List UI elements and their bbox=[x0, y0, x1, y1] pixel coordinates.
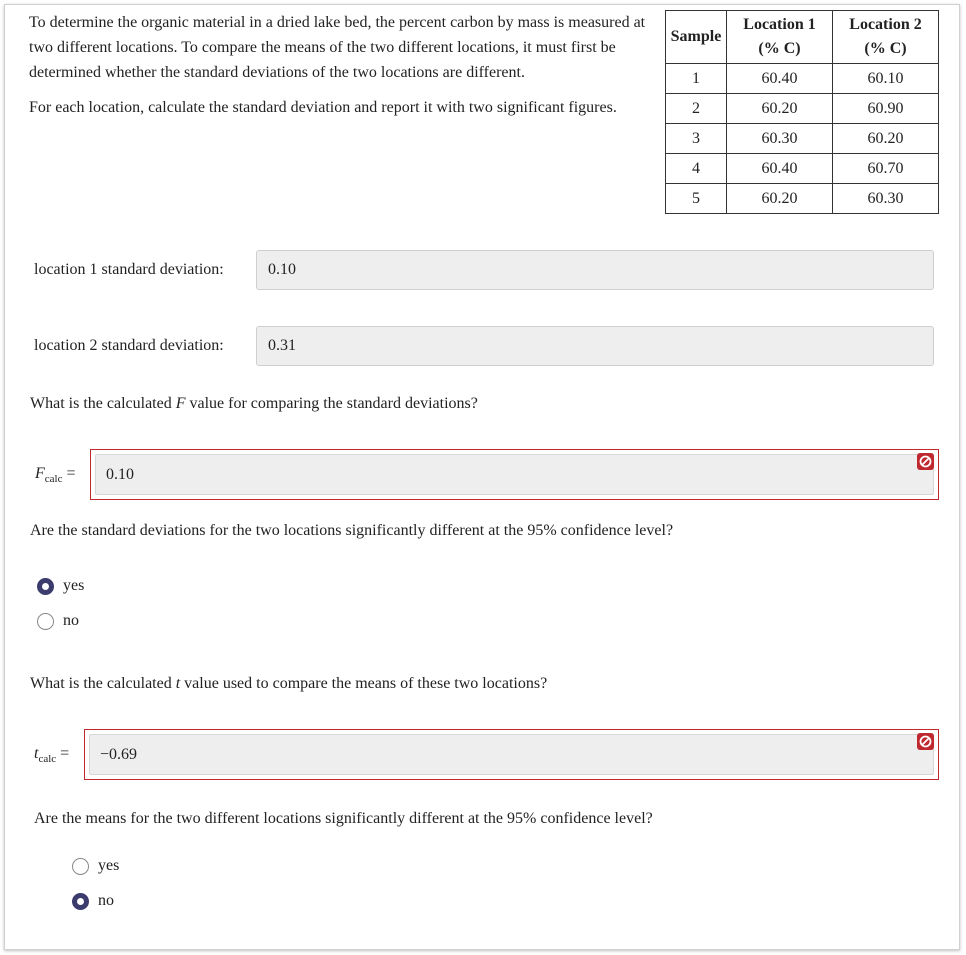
header-location-2-title: Location 2 bbox=[849, 16, 922, 33]
problem-statement bbox=[29, 10, 649, 130]
means-radio-yes-label: yes bbox=[98, 857, 120, 874]
header-location-1-title: Location 1 bbox=[743, 16, 816, 33]
f-calc-answer-box bbox=[90, 449, 939, 500]
cell-location-1: 60.20 bbox=[727, 94, 833, 124]
cell-sample: 2 bbox=[666, 94, 727, 124]
t-calc-label bbox=[34, 745, 69, 765]
t-calc-answer-box bbox=[84, 729, 939, 780]
f-calc-input[interactable] bbox=[95, 454, 934, 495]
intro-paragraph-2: For each location, calculate the standard deviation and report it with two significant figures. bbox=[29, 99, 617, 116]
means-radio-no-label: no bbox=[98, 892, 114, 909]
cell-sample: 5 bbox=[666, 184, 727, 214]
cell-location-2: 60.30 bbox=[833, 184, 939, 214]
f-value-question bbox=[30, 395, 478, 413]
location-2-sd-label: location 2 standard deviation: bbox=[34, 337, 224, 354]
cell-location-1: 60.30 bbox=[727, 124, 833, 154]
cell-location-2: 60.90 bbox=[833, 94, 939, 124]
sd-radio-yes-label: yes bbox=[63, 577, 85, 594]
means-significance-question: Are the means for the two different locations significantly different at the 95% confidence level? bbox=[34, 810, 653, 827]
location-2-sd-value: 0.31 bbox=[268, 337, 296, 354]
f-calc-label bbox=[35, 465, 76, 485]
table-row bbox=[666, 184, 939, 214]
header-location-2 bbox=[833, 11, 939, 64]
t-value-question bbox=[30, 675, 547, 693]
cell-location-1: 60.20 bbox=[727, 184, 833, 214]
f-question-suffix: value for comparing the standard deviations? bbox=[185, 395, 478, 412]
t-calc-var: t bbox=[34, 745, 39, 762]
t-calc-eq: = bbox=[56, 745, 70, 762]
t-question-var: t bbox=[175, 675, 181, 692]
sd-significance-question: Are the standard deviations for the two locations significantly different at the 95% confidence level? bbox=[30, 522, 674, 539]
table-row bbox=[666, 94, 939, 124]
cell-location-2: 60.20 bbox=[833, 124, 939, 154]
cell-sample: 3 bbox=[666, 124, 727, 154]
cell-sample: 4 bbox=[666, 154, 727, 184]
radio-selected-icon bbox=[37, 578, 54, 595]
radio-unselected-icon bbox=[72, 858, 89, 875]
f-calc-var: F bbox=[35, 465, 45, 482]
f-calc-sub: calc bbox=[44, 473, 63, 486]
cell-location-1: 60.40 bbox=[727, 154, 833, 184]
table-header-row bbox=[666, 11, 939, 64]
location-1-sd-label: location 1 standard deviation: bbox=[34, 261, 224, 278]
sd-radio-no-label: no bbox=[63, 612, 79, 629]
cell-location-2: 60.10 bbox=[833, 64, 939, 94]
location-1-sd-row bbox=[34, 250, 256, 290]
t-question-prefix: What is the calculated bbox=[30, 675, 176, 692]
radio-selected-icon bbox=[72, 893, 89, 910]
header-location-2-unit: (% C) bbox=[864, 40, 907, 57]
t-calc-value: −0.69 bbox=[100, 745, 138, 763]
cell-sample: 1 bbox=[666, 64, 727, 94]
sd-radio-yes[interactable] bbox=[37, 577, 84, 595]
location-1-sd-input[interactable] bbox=[256, 250, 934, 290]
radio-unselected-icon bbox=[37, 613, 54, 630]
header-location-1 bbox=[727, 11, 833, 64]
cell-location-2: 60.70 bbox=[833, 154, 939, 184]
t-question-suffix: value used to compare the means of these two locations? bbox=[180, 675, 548, 692]
carbon-data-table bbox=[665, 10, 939, 214]
incorrect-icon bbox=[917, 453, 934, 470]
means-radio-yes[interactable] bbox=[72, 857, 119, 875]
intro-paragraph-1: To determine the organic material in a dried lake bed, the percent carbon by mass is measured at two different locations. To compare the means of the two different locations, it must first be determined whether the standard deviations of the two locations are different. bbox=[29, 14, 646, 81]
table-row bbox=[666, 124, 939, 154]
incorrect-icon bbox=[917, 733, 934, 750]
location-2-sd-row bbox=[34, 326, 256, 366]
t-calc-sub: calc bbox=[38, 753, 57, 766]
location-2-sd-input[interactable] bbox=[256, 326, 934, 366]
sd-radio-no[interactable] bbox=[37, 612, 79, 630]
t-calc-input[interactable] bbox=[89, 734, 934, 775]
header-location-1-unit: (% C) bbox=[758, 40, 801, 57]
f-question-var: F bbox=[175, 395, 186, 412]
means-radio-no[interactable] bbox=[72, 892, 114, 910]
f-calc-value: 0.10 bbox=[106, 465, 134, 483]
table-row bbox=[666, 64, 939, 94]
header-sample: Sample bbox=[666, 11, 727, 64]
table-row bbox=[666, 154, 939, 184]
f-question-prefix: What is the calculated bbox=[30, 395, 176, 412]
cell-location-1: 60.40 bbox=[727, 64, 833, 94]
f-calc-eq: = bbox=[62, 465, 76, 482]
location-1-sd-value: 0.10 bbox=[268, 261, 296, 278]
